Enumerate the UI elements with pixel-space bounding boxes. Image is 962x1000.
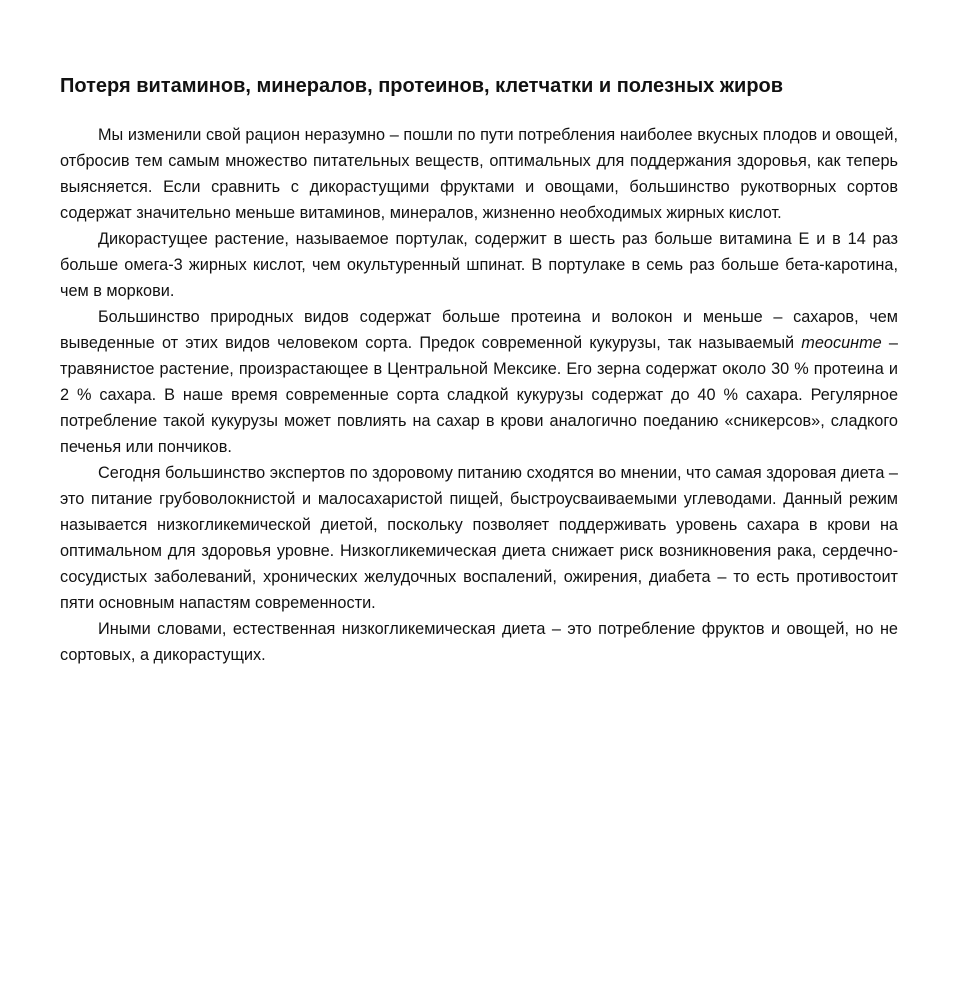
- paragraph-1: Мы изменили свой рацион неразумно – пошли по пути потребления наиболее вкусных плодов и овощей, отбросив тем самым множество питательных веществ, оптимальных для поддержания здоровья, как теперь выясняется. Если сравнить с дикорастущими фруктами и овощами, большинство рукотворных сортов содержат значительно меньше витаминов, минералов, жизненно необходимых жирных кислот.: [60, 126, 898, 222]
- paragraph-3-text-after: – травянистое растение, произрастающее в Центральной Мексике. Его зерна содержат около 30 % протеина и 2 % сахара. В наше время современные сорта сладкой кукурузы содержат до 40 % сахара. Регулярное потребление такой кукурузы может повлиять на сахар в крови аналогично поеданию «сникерсов», сладкого печенья или пончиков.: [60, 334, 898, 456]
- paragraph-3-text-before: Большинство природных видов содержат больше протеина и волокон и меньше – сахаров, чем выведенные от этих видов человеком сорта. Предок современной кукурузы, так называемый: [60, 308, 898, 352]
- paragraph-4: Сегодня большинство экспертов по здоровому питанию сходятся во мнении, что самая здоровая диета – это питание грубоволокнистой и малосахаристой пищей, быстроусваиваемыми углеводами. Данный режим называется низкогликемической диетой, поскольку позволяет поддерживать уровень сахара в крови на оптимальном для здоровья уровне. Низкогликемическая диета снижает риск возникновения рака, сердечно-сосудистых заболеваний, хронических желудочных воспалений, ожирения, диабета – то есть противостоит пяти основным напастям современности.: [60, 464, 898, 612]
- section-title: Потеря витаминов, минералов, протеинов, клетчатки и полезных жиров: [60, 75, 784, 97]
- paragraph-3-emphasis: теосинте: [801, 334, 882, 352]
- paragraph-3: [60, 304, 898, 460]
- paragraph-5: Иными словами, естественная низкогликемическая диета – это потребление фруктов и овощей, но не сортовых, а дикорастущих.: [60, 620, 898, 664]
- paragraph-2: Дикорастущее растение, называемое портулак, содержит в шесть раз больше витамина Е и в 14 раз больше омега-3 жирных кислот, чем окультуренный шпинат. В портулаке в семь раз больше бета-каротина, чем в моркови.: [60, 230, 898, 300]
- document-page: [60, 72, 898, 668]
